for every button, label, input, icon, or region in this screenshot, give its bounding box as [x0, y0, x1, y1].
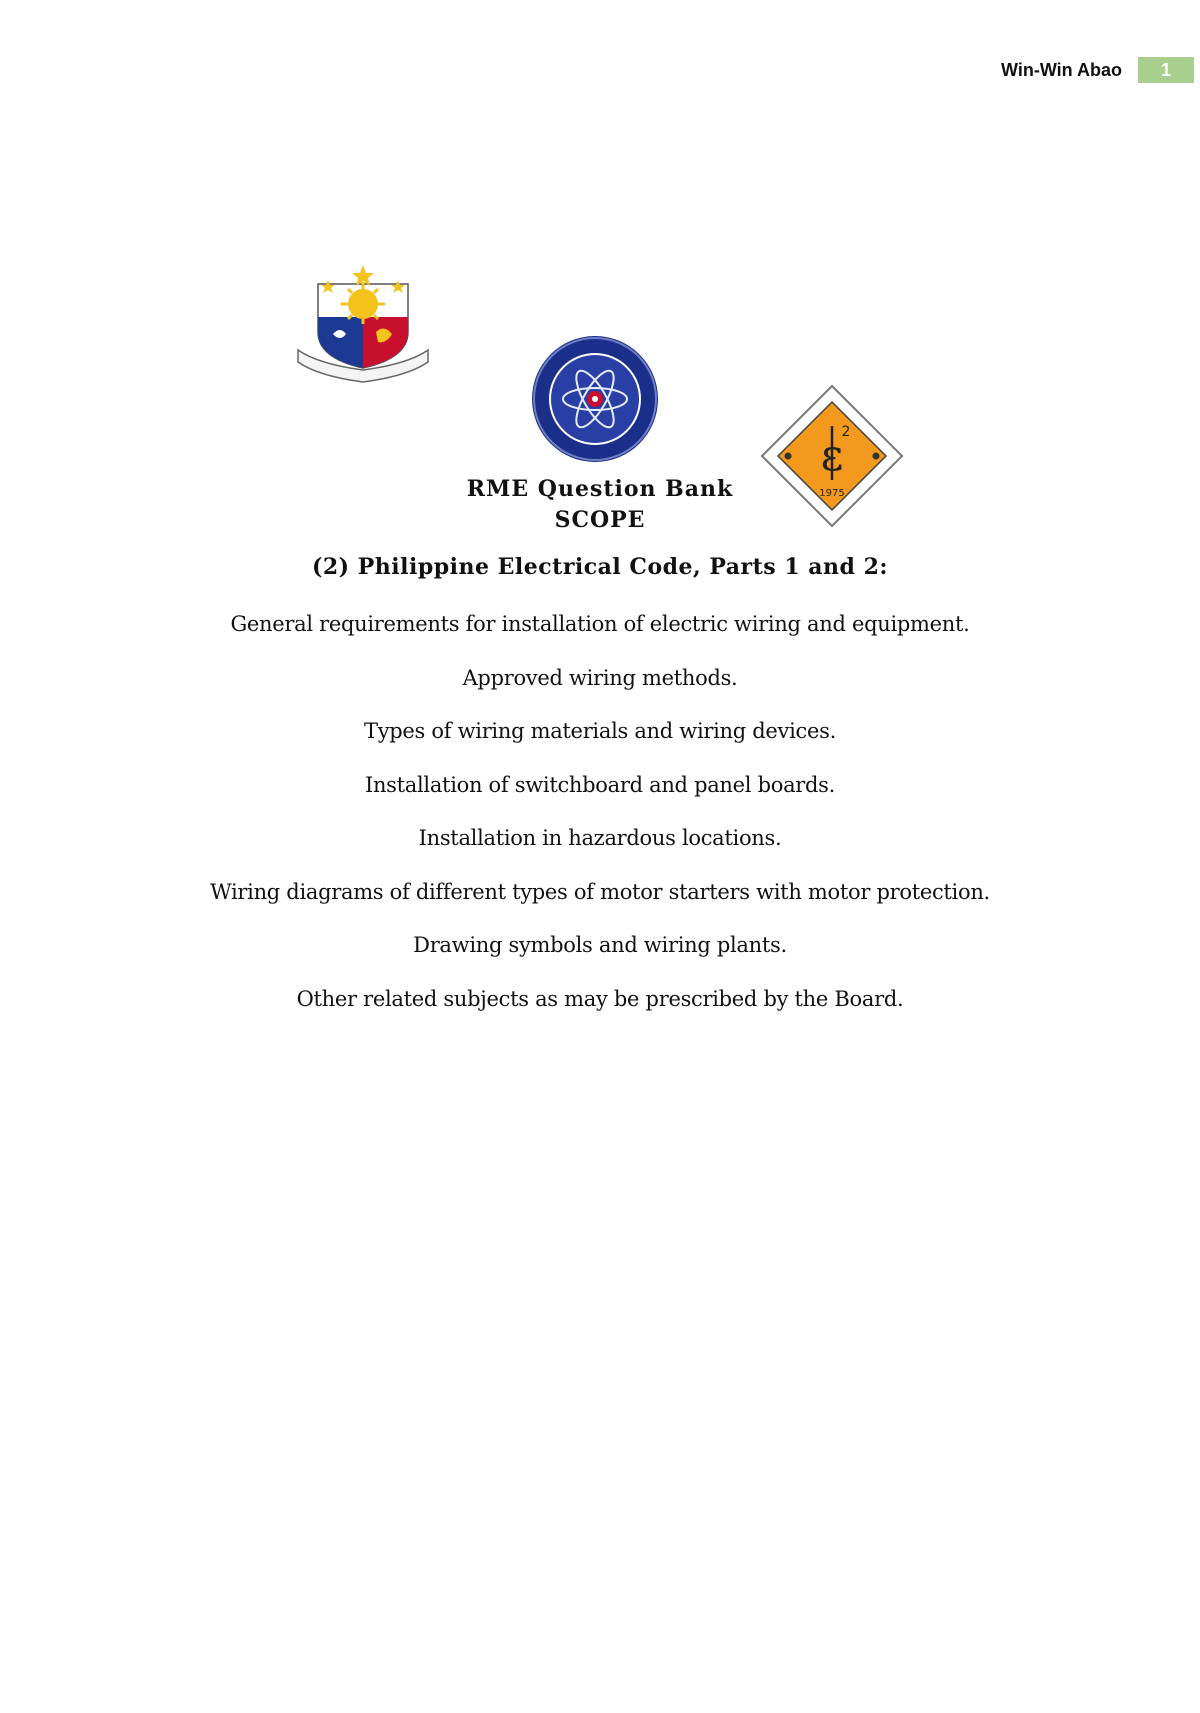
list-item: Wiring diagrams of different types of motor starters with motor protection. — [210, 879, 990, 904]
list-item: Drawing symbols and wiring plants. — [413, 933, 787, 957]
page-number-badge: 1 — [1138, 57, 1194, 83]
list-item: Types of wiring materials and wiring devices. — [364, 719, 836, 743]
page-header — [0, 56, 1200, 86]
list-item: Installation of switchboard and panel boards. — [364, 772, 836, 797]
list-item: Installation in hazardous locations. — [418, 826, 782, 850]
iiee-year: 1975 — [819, 488, 845, 499]
list-item: General requirements for installation of electric wiring and equipment. — [230, 612, 970, 636]
prc-seal-icon — [530, 334, 660, 464]
svg-text:ε: ε — [820, 430, 844, 481]
header-author: Win-Win Abao — [1001, 60, 1122, 80]
title-block — [0, 474, 1200, 536]
document-subtitle: SCOPE — [554, 507, 646, 533]
document-title: RME Question Bank — [466, 476, 734, 502]
svg-text:2: 2 — [841, 424, 851, 440]
section-heading: (2) Philippine Electrical Code, Parts 1 and 2: — [311, 554, 889, 580]
philippine-seal-icon — [288, 262, 438, 392]
list-item: Other related subjects as may be prescribed by the Board. — [296, 986, 904, 1011]
scope-list — [0, 608, 1200, 1036]
list-item: Approved wiring methods. — [462, 665, 738, 690]
